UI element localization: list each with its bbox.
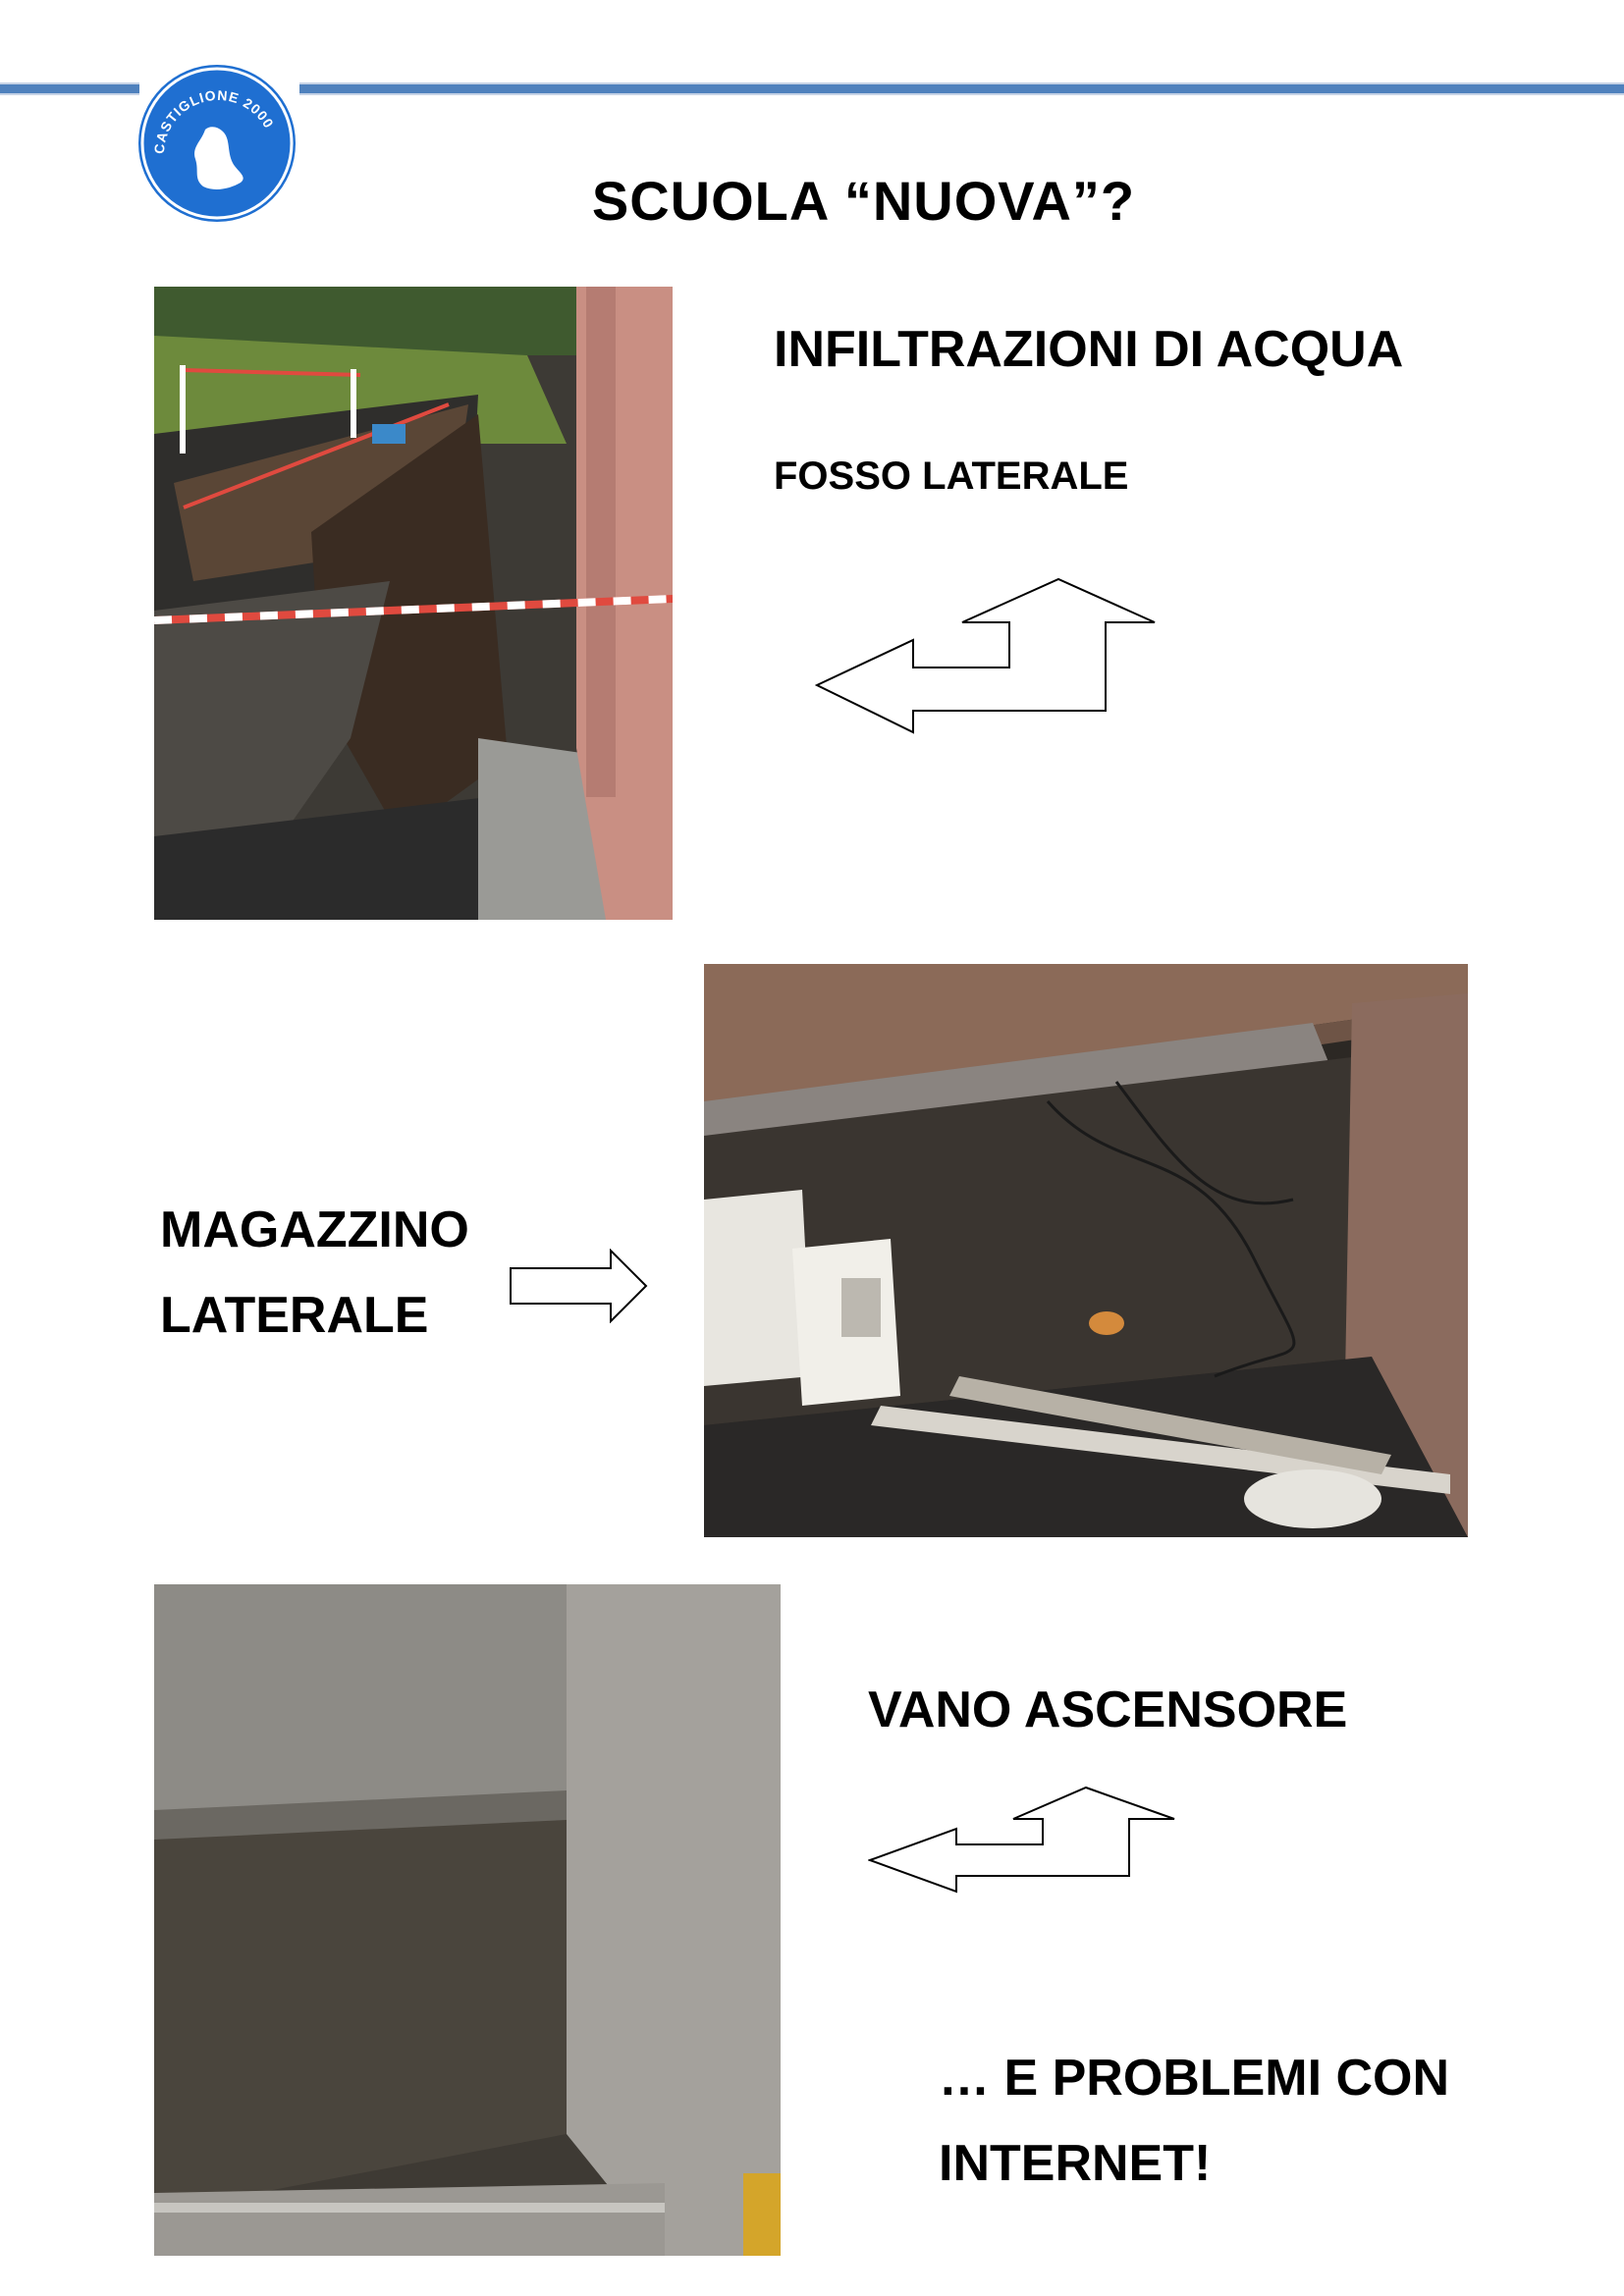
- section3-note-line1: … E PROBLEMI CON: [939, 2050, 1450, 2107]
- bent-arrow-left-icon-2: [868, 1786, 1176, 1894]
- header-rule-right: [299, 82, 1624, 95]
- section1-subheading: FOSSO LATERALE: [774, 454, 1129, 498]
- section2-label-line1: MAGAZZINO: [160, 1201, 469, 1258]
- header-rule-left: [0, 82, 139, 95]
- section3-heading: VANO ASCENSORE: [868, 1682, 1348, 1738]
- elevator-shaft-photo: [154, 1584, 781, 2256]
- section2-label-line2: LATERALE: [160, 1287, 429, 1344]
- section3-note-line2: INTERNET!: [939, 2135, 1212, 2192]
- svg-text:CASTIGLIONE 2000: CASTIGLIONE 2000: [150, 86, 278, 155]
- page-title: SCUOLA “NUOVA”?: [591, 170, 1136, 232]
- bent-arrow-left-icon: [815, 577, 1159, 734]
- section1-heading: INFILTRAZIONI DI ACQUA: [774, 321, 1404, 378]
- trench-photo: [154, 287, 673, 920]
- arrow-right-icon: [509, 1249, 648, 1323]
- storage-photo: [704, 964, 1468, 1537]
